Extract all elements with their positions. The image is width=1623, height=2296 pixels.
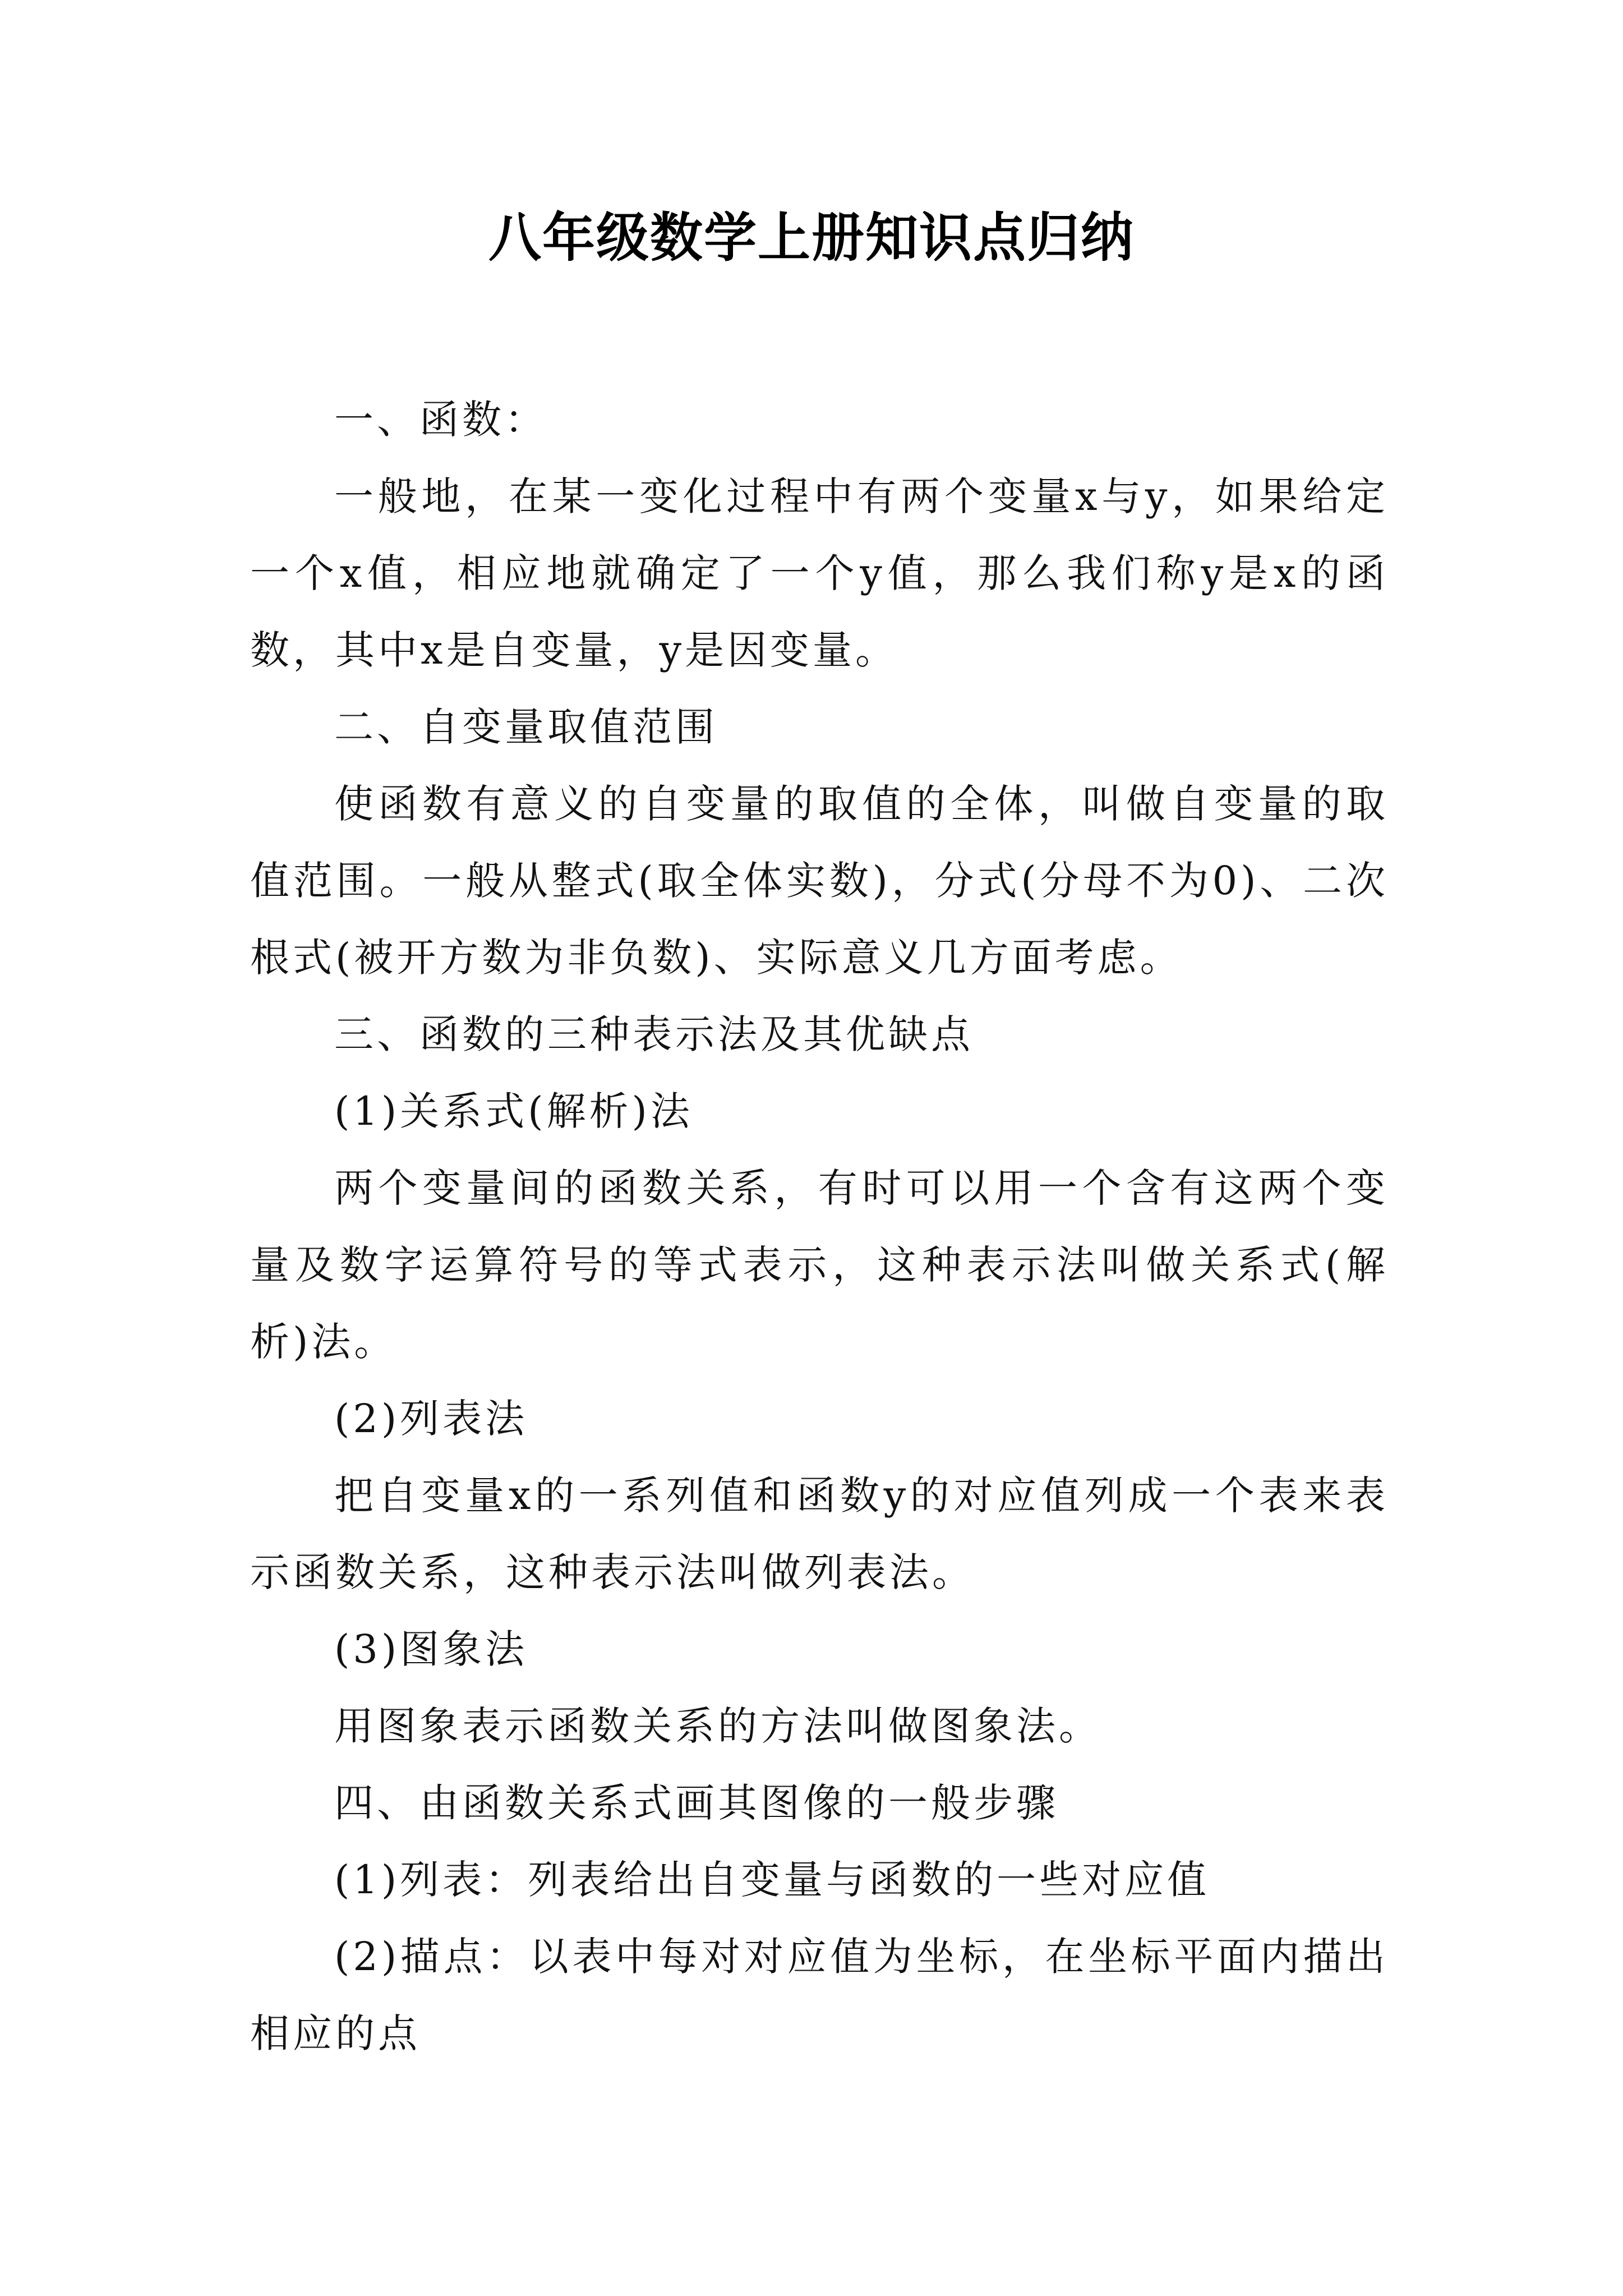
section-heading-graphing-steps: 四、由函数关系式画其图像的一般步骤 [334, 1780, 1059, 1826]
document-title: 八年级数学上册知识点归纳 [488, 208, 1135, 269]
paragraph-analytic-method: 两个变量间的函数关系，有时可以用一个含有这两个变量及数字运算符号的等式表示，这种表示法叫做关系式(解析)法。 [250, 1165, 1389, 1365]
subheading-analytic-method: (1)关系式(解析)法 [334, 1088, 693, 1134]
paragraph-graph-method: 用图象表示函数关系的方法叫做图象法。 [334, 1703, 1101, 1749]
document-body [250, 381, 1389, 2072]
paragraph-step-plot: (2)描点：以表中每对对应值为坐标，在坐标平面内描出相应的点 [250, 1934, 1389, 2056]
paragraph-domain-definition: 使函数有意义的自变量的取值的全体，叫做自变量的取值范围。一般从整式(取全体实数)，分式(分母不为0)、二次根式(被开方数为非负数)、实际意义几方面考虑。 [250, 781, 1389, 981]
subheading-graph-method: (3)图象法 [334, 1626, 528, 1672]
paragraph-function-definition: 一般地，在某一变化过程中有两个变量x与y，如果给定一个x值，相应地就确定了一个y值，那么我们称y是x的函数，其中x是自变量，y是因变量。 [250, 473, 1389, 673]
section-heading-representations: 三、函数的三种表示法及其优缺点 [334, 1011, 974, 1057]
section-heading-functions: 一、函数： [334, 397, 547, 443]
section-heading-domain: 二、自变量取值范围 [334, 704, 718, 750]
paragraph-table-method: 把自变量x的一系列值和函数y的对应值列成一个表来表示函数关系，这种表示法叫做列表法。 [250, 1473, 1389, 1595]
paragraph-step-list: (1)列表：列表给出自变量与函数的一些对应值 [334, 1857, 1210, 1903]
subheading-table-method: (2)列表法 [334, 1396, 528, 1442]
